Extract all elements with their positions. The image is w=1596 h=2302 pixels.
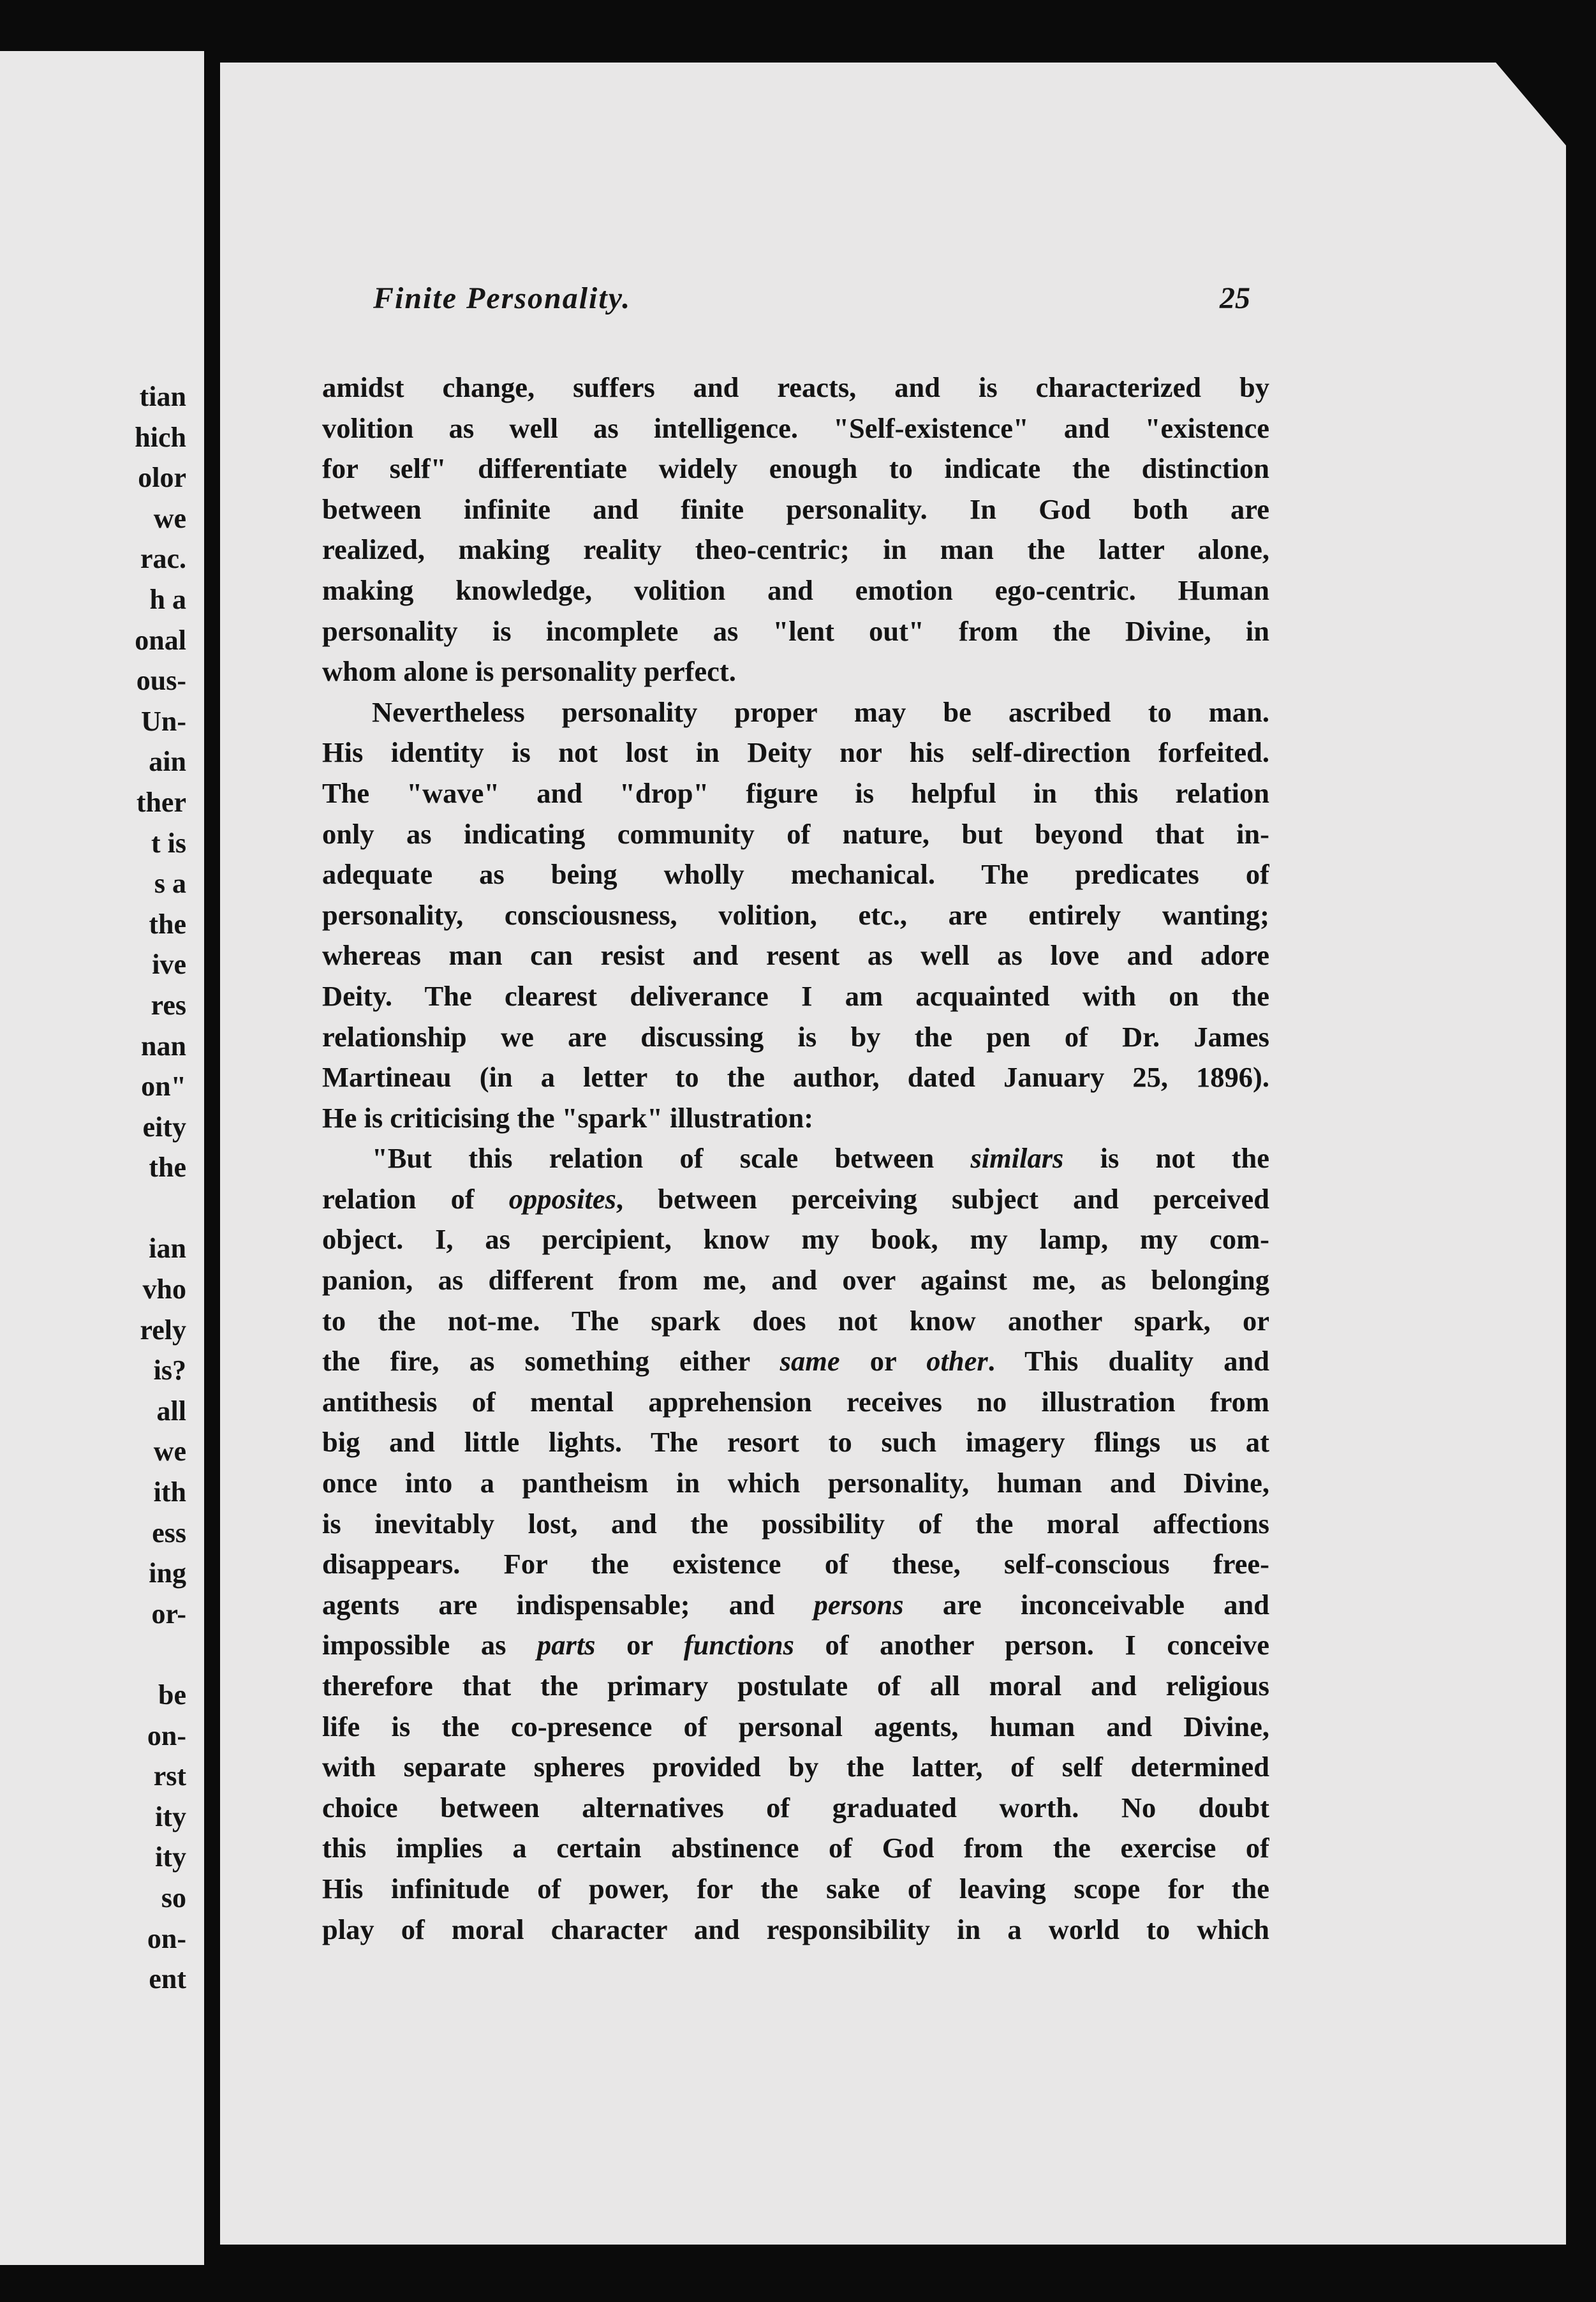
running-head — [373, 281, 1250, 325]
text-line: panion, as different from me, and over against me, as belonging — [322, 1264, 1269, 1296]
text-line: Deity. The clearest deliverance I am acquainted with on the — [322, 979, 1269, 1012]
italic-term: other — [926, 1345, 988, 1377]
text-line: volition as well as intelligence. "Self-existence" and "existence — [322, 412, 1269, 444]
left-page-fragment: onal — [135, 624, 186, 656]
text-line: adequate as being wholly mechanical. The predicates of — [322, 858, 1269, 891]
text-line: object. I, as percipient, know my book, my lamp, my com- — [322, 1223, 1269, 1256]
italic-term: parts — [537, 1629, 596, 1661]
left-page-fragment: rely — [140, 1314, 186, 1346]
left-page-fragment: t is — [151, 827, 186, 859]
left-page-text-fragments — [135, 376, 186, 2000]
left-page-fragment: all — [156, 1395, 186, 1427]
text-line: His identity is not lost in Deity nor his self-direction forfeited. — [322, 736, 1269, 769]
text-line: big and little lights. The resort to such imagery flings us at — [322, 1426, 1269, 1459]
text-line: amidst change, suffers and reacts, and is characterized by — [322, 371, 1269, 403]
text-line: whom alone is personality perfect. — [322, 655, 736, 688]
text-line: only as indicating community of nature, but beyond that in- — [322, 817, 1269, 850]
text-line: The "wave" and "drop" figure is helpful in this relation — [322, 776, 1269, 809]
paragraph — [322, 1138, 1269, 1950]
left-page-fragment: on- — [147, 1719, 186, 1751]
text-line: the fire, as something either same or other. This duality and — [322, 1345, 1269, 1377]
text-line: antithesis of mental apprehension receives no illustration from — [322, 1385, 1269, 1418]
left-page-fragment: is? — [153, 1355, 186, 1386]
left-page-fragment: ess — [152, 1517, 186, 1548]
left-page-fragment: ain — [149, 746, 186, 778]
left-page-fragment: on" — [141, 1071, 186, 1103]
left-page-fragment: so — [161, 1882, 186, 1913]
left-page-fragment — [135, 1634, 186, 1675]
italic-term: functions — [683, 1629, 794, 1661]
italic-term: persons — [813, 1588, 904, 1621]
text-line: choice between alternatives of graduated worth. No doubt — [322, 1791, 1269, 1823]
body-text — [322, 368, 1269, 1950]
left-page-fragment: res — [151, 989, 186, 1021]
italic-term: same — [780, 1345, 840, 1377]
left-page-fragment: Un- — [141, 705, 186, 737]
left-page-fragment: ent — [149, 1963, 186, 1995]
page-number: 25 — [1220, 281, 1250, 315]
text-line: relation of opposites, between perceiving subject and perceived — [322, 1182, 1269, 1215]
left-page-fragment: be — [158, 1679, 186, 1711]
text-line: disappears. For the existence of these, self-conscious free- — [322, 1548, 1269, 1580]
text-line: realized, making reality theo-centric; in man the latter alone, — [322, 533, 1269, 566]
text-line: His infinitude of power, for the sake of leaving scope for the — [322, 1872, 1269, 1905]
left-page-fragment: ity — [155, 1801, 186, 1832]
left-page-fragment: ous- — [136, 665, 186, 697]
left-page-fragment — [135, 1188, 186, 1229]
text-line: therefore that the primary postulate of all moral and religious — [322, 1670, 1269, 1702]
left-page-fragment: nan — [141, 1030, 186, 1062]
left-page-fragment: hich — [135, 421, 186, 453]
text-line: with separate spheres provided by the latter, of self determined — [322, 1751, 1269, 1783]
left-facing-page — [0, 51, 204, 2265]
left-page-fragment: the — [149, 908, 186, 940]
left-page-fragment: ith — [153, 1476, 186, 1508]
italic-term: opposites — [508, 1182, 616, 1215]
paragraph — [322, 692, 1269, 1139]
text-line: Nevertheless personality proper may be ascribed to man. — [372, 695, 1269, 728]
text-line: relationship we are discussing is by the pen of Dr. James — [322, 1020, 1269, 1053]
text-line: making knowledge, volition and emotion ego-centric. Human — [322, 574, 1269, 606]
italic-term: similars — [970, 1142, 1064, 1175]
left-page-fragment: ive — [152, 949, 186, 981]
text-line: play of moral character and responsibility in a world to which — [322, 1913, 1269, 1945]
left-page-fragment: ian — [149, 1233, 186, 1265]
left-page-fragment: we — [153, 1436, 186, 1467]
left-page-fragment: eity — [142, 1111, 186, 1143]
text-line: Martineau (in a letter to the author, dated January 25, 1896). — [322, 1061, 1269, 1094]
left-page-fragment: or- — [151, 1598, 186, 1630]
text-line: for self" differentiate widely enough to indicate the distinction — [322, 452, 1269, 485]
paragraph — [322, 368, 1269, 692]
text-line: impossible as parts or functions of another person. I conceive — [322, 1629, 1269, 1661]
text-line: agents are indispensable; and persons are inconceivable and — [322, 1588, 1269, 1621]
text-line: once into a pantheism in which personality, human and Divine, — [322, 1467, 1269, 1499]
left-page-fragment: we — [153, 502, 186, 534]
left-page-fragment: the — [149, 1152, 186, 1184]
text-line: is inevitably lost, and the possibility of the moral affections — [322, 1507, 1269, 1540]
left-page-fragment: on- — [147, 1922, 186, 1954]
text-line: this implies a certain abstinence of God from the exercise of — [322, 1832, 1269, 1864]
running-title: Finite Personality. — [373, 281, 632, 315]
left-page-fragment: s a — [154, 868, 186, 900]
left-page-fragment: ing — [149, 1557, 186, 1589]
left-page-fragment: ity — [155, 1841, 186, 1873]
left-page-fragment: ther — [136, 786, 186, 818]
text-line: personality is incomplete as "lent out" from the Divine, in — [322, 614, 1269, 647]
left-page-fragment: rst — [153, 1760, 186, 1792]
left-page-fragment: vho — [142, 1274, 186, 1305]
text-line: "But this relation of scale between similars is not the — [372, 1142, 1269, 1175]
text-line: to the not-me. The spark does not know another spark, or — [322, 1304, 1269, 1337]
left-page-fragment: olor — [138, 462, 186, 494]
text-line: life is the co-presence of personal agents, human and Divine, — [322, 1710, 1269, 1742]
text-line: between infinite and finite personality. In God both are — [322, 493, 1269, 525]
text-line: personality, consciousness, volition, etc., are entirely wanting; — [322, 898, 1269, 931]
text-line: He is criticising the "spark" illustration: — [322, 1101, 814, 1134]
left-page-fragment: tian — [139, 381, 186, 412]
text-line: whereas man can resist and resent as well as love and adore — [322, 939, 1269, 972]
left-page-fragment: h a — [149, 583, 186, 615]
left-page-fragment: rac. — [140, 543, 186, 575]
